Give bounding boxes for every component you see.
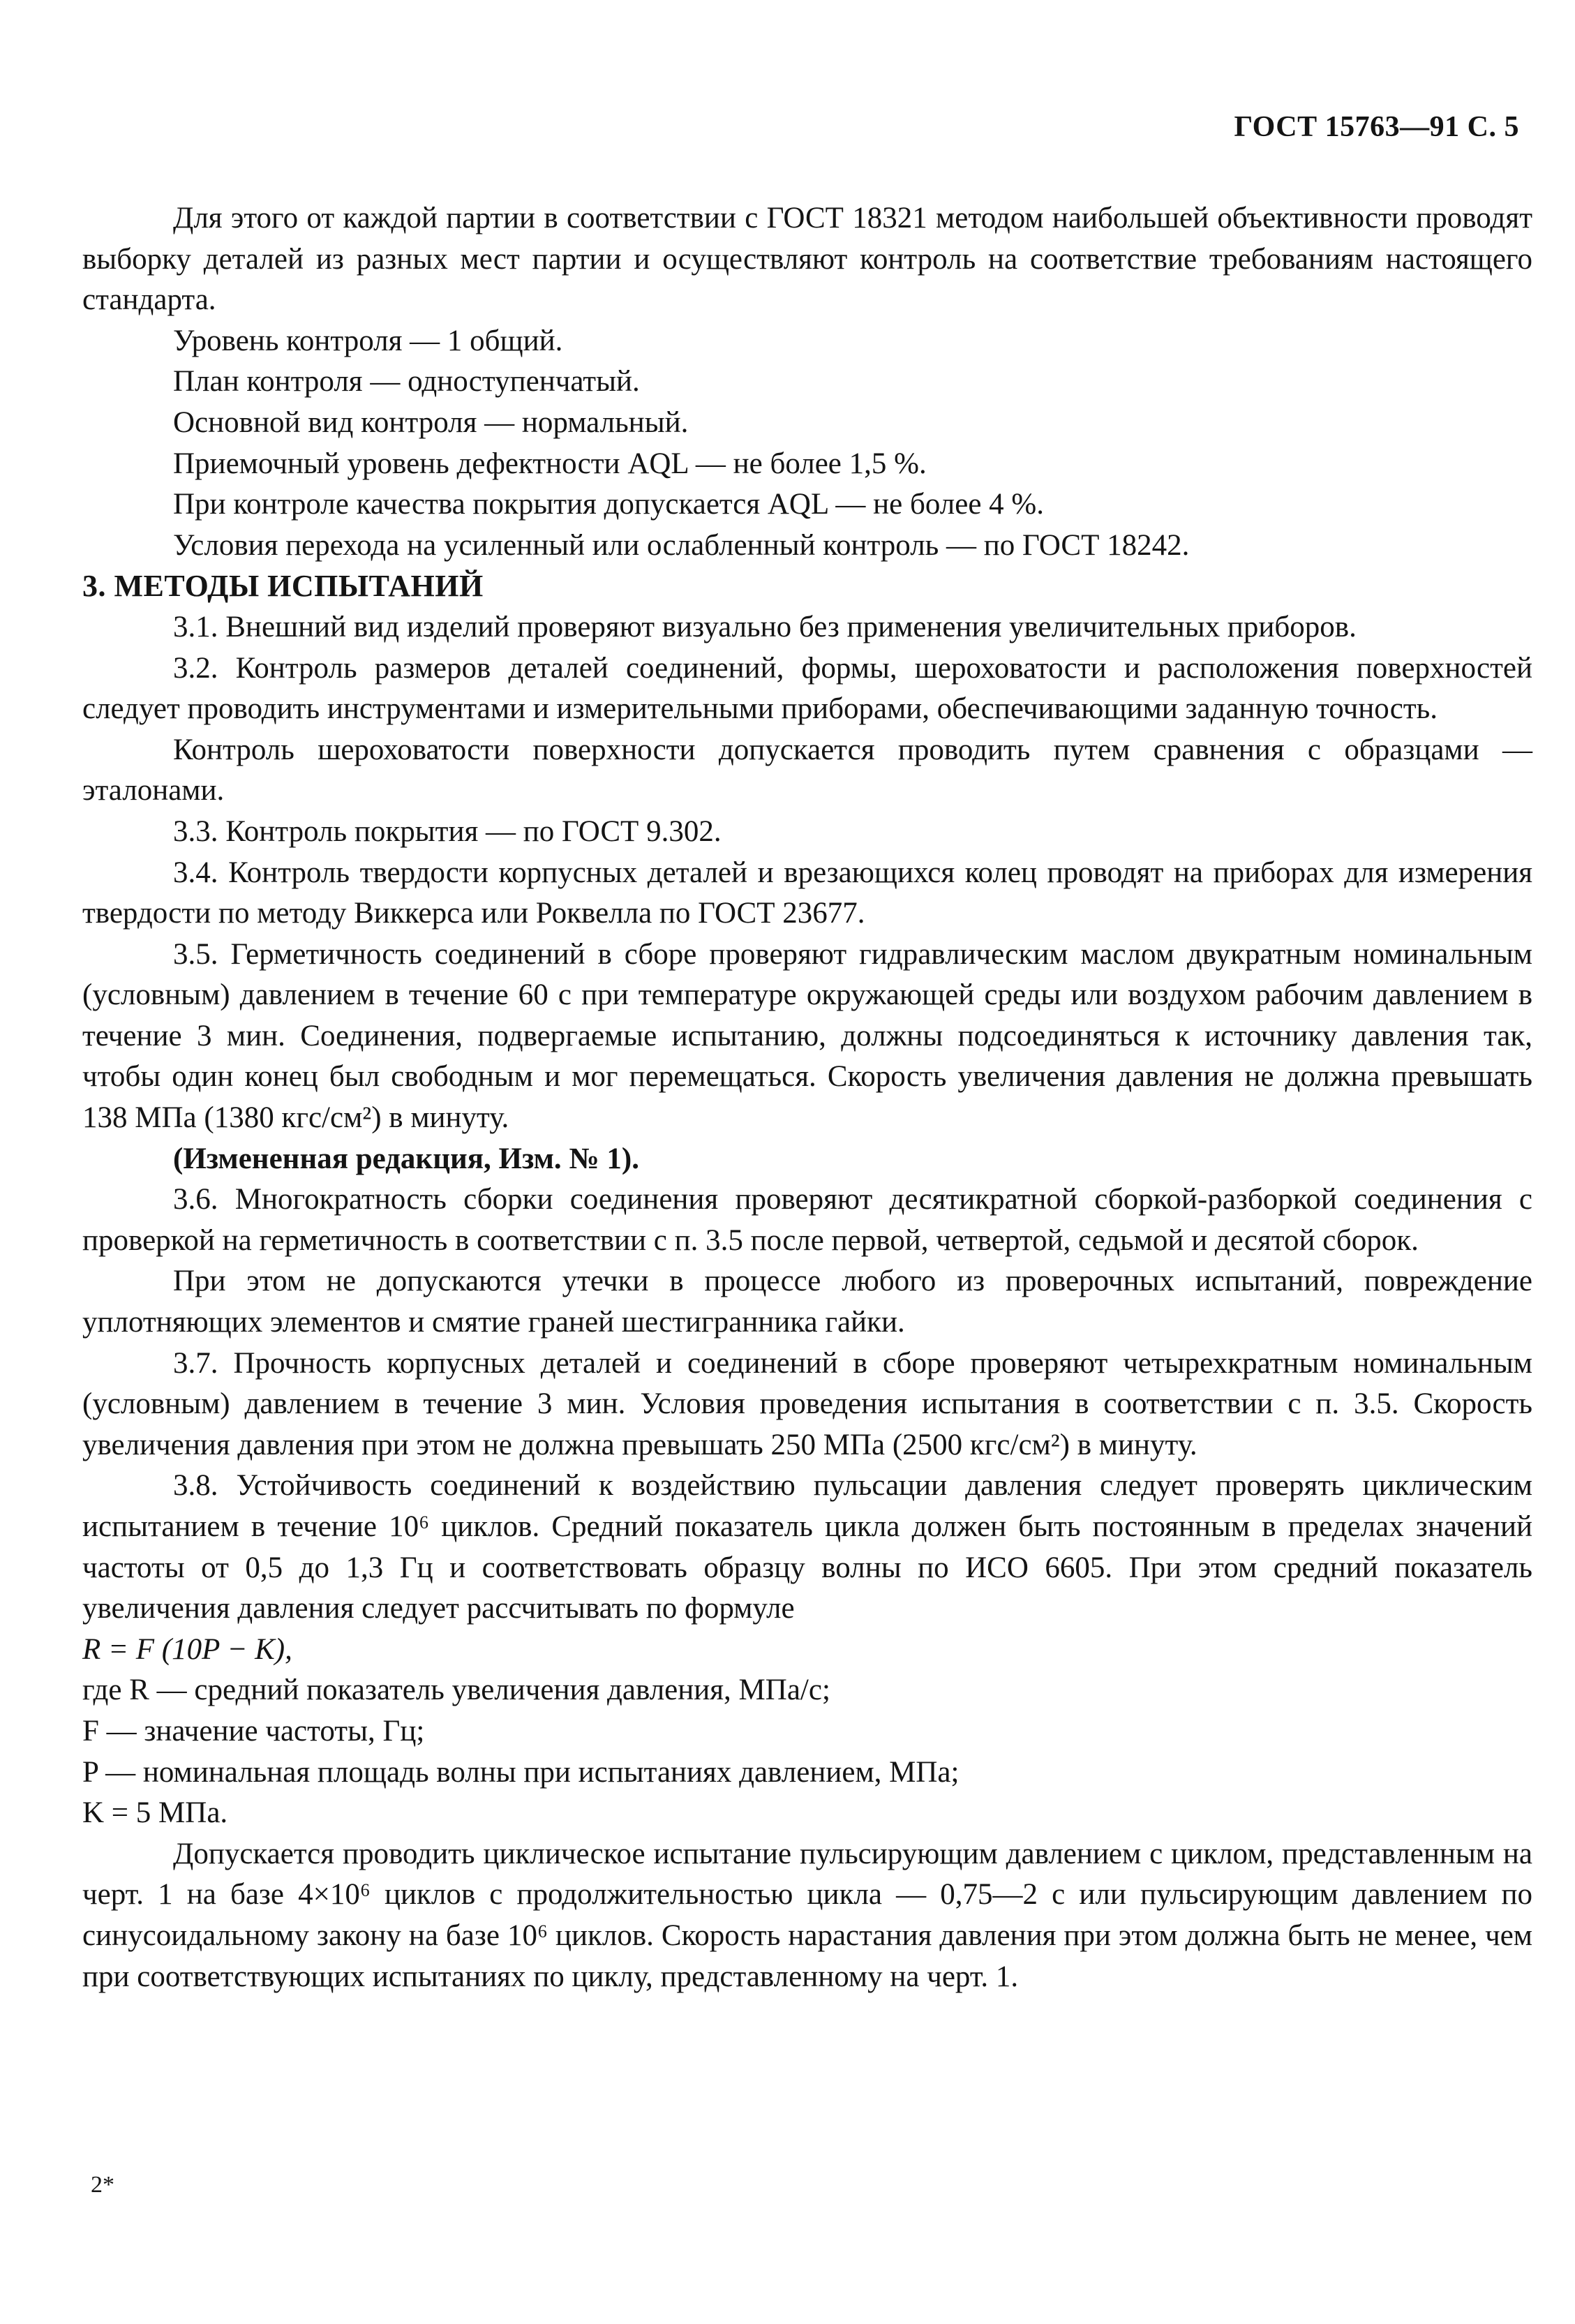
paragraph-3-2: 3.2. Контроль размеров деталей соединений, формы, шероховатости и расположения поверхностей следует проводить инструментами и измерительными приборами, обеспечивающими заданную точность. [82, 651, 1532, 726]
aql-line: Приемочный уровень дефектности AQL — не более 1,5 %. [173, 447, 927, 480]
where-f-definition: F — значение частоты, Гц; [82, 1714, 425, 1748]
control-plan-line: План контроля — одноступенчатый. [173, 365, 640, 398]
paragraph-3-6-leaks: При этом не допускаются утечки в процессе любого из проверочных испытаний, повреждение уплотняющих элементов и смятие граней шестигранника гайки. [82, 1265, 1532, 1339]
paragraph-3-5: 3.5. Герметичность соединений в сборе проверяют гидравлическим маслом двукратным номинальным (условным) давлением в течение 60 с при температуре окружающей среды или воздухом рабочим давлением в течение 3 мин. Соединения, подвергаемые испытанию, должны подсоединяться к источнику давления так, чтобы один конец был свободным и мог перемещаться. Скорость увеличения давления не должна превышать 138 МПа (1380 кгс/см²) в минуту. [82, 937, 1532, 1135]
where-p-definition: P — номинальная площадь волны при испытаниях давлением, МПа; [82, 1755, 960, 1789]
paragraph-3-1: 3.1. Внешний вид изделий проверяют визуально без применения увеличительных приборов. [173, 610, 1357, 643]
intro-paragraph: Для этого от каждой партии в соответствии с ГОСТ 18321 методом наибольшей объективности проводят выборку деталей из разных мест партии и осуществляют контроль на соответствие требованиям настоящего стандарта. [82, 202, 1532, 317]
control-level-line: Уровень контроля — 1 общий. [173, 324, 563, 357]
paragraph-3-7: 3.7. Прочность корпусных деталей и соединений в сборе проверяют четырехкратным номинальным (условным) давлением в течение 3 мин. Условия проведения испытания в соответствии с п. 3.5. Скорость увеличения давления при этом не должна превышать 250 МПа (2500 кгс/см²) в минуту. [82, 1346, 1532, 1461]
paragraph-3-6: 3.6. Многократность сборки соединения проверяют десятикратной сборкой-разборкой соединения с проверкой на герметичность в соответствии с п. 3.5 после первой, четвертой, седьмой и десятой сборок. [82, 1183, 1532, 1257]
control-type-line: Основной вид контроля — нормальный. [173, 405, 689, 439]
coating-aql-line: При контроле качества покрытия допускается AQL — не более 4 %. [173, 488, 1044, 521]
document-body [82, 198, 1532, 1997]
paragraph-3-2-roughness: Контроль шероховатости поверхности допускается проводить путем сравнения с образцами — эталонами. [82, 733, 1532, 807]
paragraph-3-3: 3.3. Контроль покрытия — по ГОСТ 9.302. [173, 814, 722, 848]
section-title: 3. МЕТОДЫ ИСПЫТАНИЙ [82, 569, 484, 604]
transition-line: Условия перехода на усиленный или ослабленный контроль — по ГОСТ 18242. [173, 528, 1190, 562]
where-r-definition: где R — средний показатель увеличения давления, МПа/с; [82, 1674, 830, 1707]
paragraph-3-8: 3.8. Устойчивость соединений к воздействию пульсации давления следует проверять циклическим испытанием в течение 10⁶ циклов. Средний показатель цикла должен быть постоянным в пределах значений частоты от 0,5 до 1,3 Гц и соответствовать образцу волны по ИСО 6605. При этом средний показатель увеличения давления следует рассчитывать по формуле [82, 1469, 1532, 1625]
where-k-definition: K = 5 МПа. [82, 1796, 228, 1830]
page-footer-mark: 2* [91, 2172, 114, 2198]
formula: R = F (10P − K), [82, 1632, 292, 1666]
paragraph-cyclic-test: Допускается проводить циклическое испытание пульсирующим давлением с циклом, представленным на черт. 1 на базе 4×10⁶ циклов с продолжительностью цикла — 0,75—2 с или пульсирующим давлением по синусоидальному закону на базе 10⁶ циклов. Скорость нарастания давления при этом должна быть не менее, чем при соответствующих испытаниях по циклу, представленному на черт. 1. [82, 1837, 1532, 1993]
page-header: ГОСТ 15763—91 С. 5 [1234, 111, 1519, 143]
paragraph-3-4: 3.4. Контроль твердости корпусных деталей и врезающихся колец проводят на приборах для измерения твердости по методу Виккерса или Роквелла по ГОСТ 23677. [82, 856, 1532, 930]
edited-note: (Измененная редакция, Изм. № 1). [173, 1142, 639, 1175]
